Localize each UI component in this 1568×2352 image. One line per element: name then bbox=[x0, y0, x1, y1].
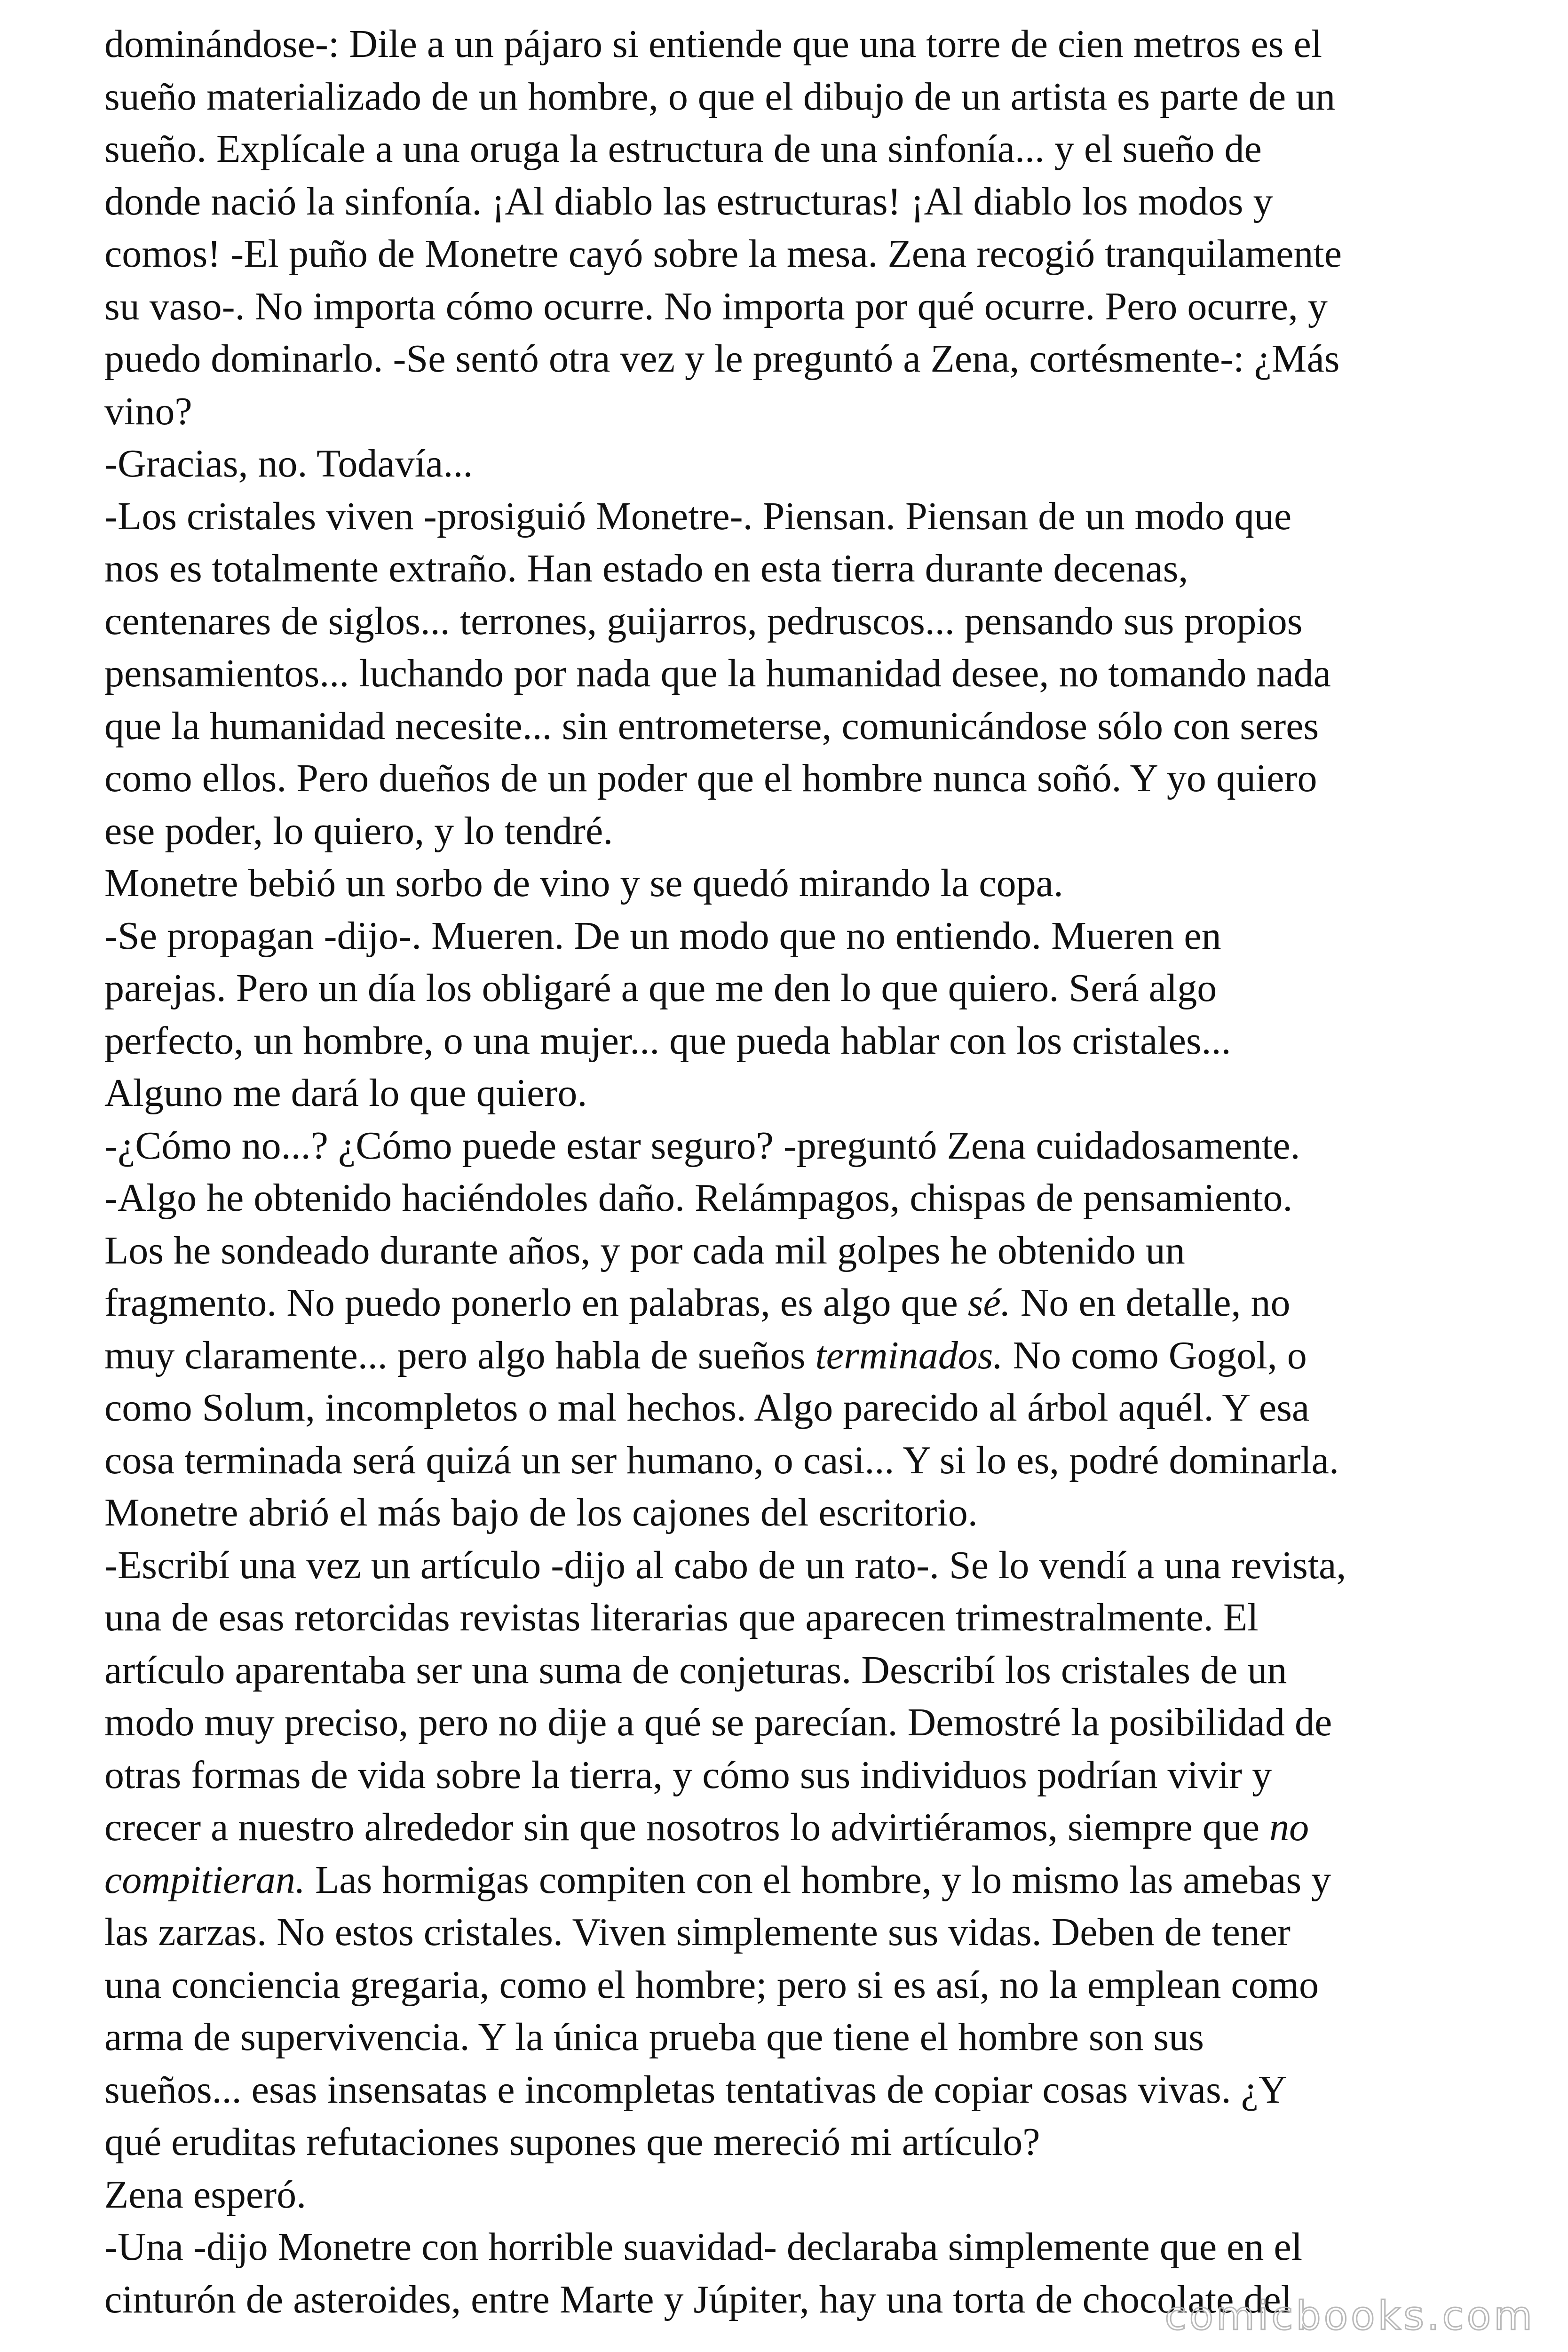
text-line: -Se propagan -dijo-. Mueren. De un modo que no entiendo. Mueren en bbox=[104, 914, 1221, 958]
italic-text: terminados. bbox=[815, 1333, 1003, 1377]
text-line: cinturón de asteroides, entre Marte y Júpiter, hay una torta de chocolate del bbox=[104, 2277, 1292, 2321]
text-line: como Solum, incompletos o mal hechos. Algo parecido al árbol aquél. Y esa bbox=[104, 1386, 1310, 1430]
text-run: muy claramente... pero algo habla de sueños bbox=[104, 1333, 816, 1377]
text-line bbox=[104, 1277, 1515, 1329]
text-run: No en detalle, no bbox=[1010, 1281, 1291, 1325]
text-line: dominándose-: Dile a un pájaro si entiende que una torre de cien metros es el bbox=[104, 22, 1323, 66]
text-line bbox=[104, 1329, 1515, 1382]
text-line: arma de supervivencia. Y la única prueba que tiene el hombre son sus bbox=[104, 2015, 1204, 2059]
text-line: -Algo he obtenido haciéndoles daño. Relámpagos, chispas de pensamiento. bbox=[104, 1176, 1293, 1220]
text-run: No como Gogol, o bbox=[1003, 1333, 1307, 1377]
text-line: modo muy preciso, pero no dije a qué se parecían. Demostré la posibilidad de bbox=[104, 1700, 1332, 1744]
text-line: Los he sondeado durante años, y por cada mil golpes he obtenido un bbox=[104, 1228, 1185, 1272]
text-line: nos es totalmente extraño. Han estado en esta tierra durante decenas, bbox=[104, 547, 1188, 590]
text-line bbox=[104, 1854, 1515, 1907]
text-line: donde nació la sinfonía. ¡Al diablo las estructuras! ¡Al diablo los modos y bbox=[104, 179, 1273, 223]
text-line: Zena esperó. bbox=[104, 2172, 307, 2217]
text-line: perfecto, un hombre, o una mujer... que pueda hablar con los cristales... bbox=[104, 1018, 1231, 1063]
italic-text: compitieran. bbox=[104, 1858, 305, 1902]
text-line: -Escribí una vez un artículo -dijo al cabo de un rato-. Se lo vendí a una revista, bbox=[104, 1543, 1346, 1587]
text-line: vino? bbox=[104, 389, 192, 433]
text-line: otras formas de vida sobre la tierra, y cómo sus individuos podrían vivir y bbox=[104, 1753, 1272, 1797]
text-line: artículo aparentaba ser una suma de conjeturas. Describí los cristales de un bbox=[104, 1648, 1287, 1692]
text-line: -Una -dijo Monetre con horrible suavidad- declaraba simplemente que en el bbox=[104, 2225, 1303, 2269]
watermark: comicbooks.com bbox=[1164, 2293, 1535, 2339]
text-line: sueños... esas insensatas e incompletas tentativas de copiar cosas vivas. ¿Y bbox=[104, 2067, 1287, 2112]
text-line: sueño materializado de un hombre, o que el dibujo de un artista es parte de un bbox=[104, 74, 1336, 119]
text-line: puedo dominarlo. -Se sentó otra vez y le preguntó a Zena, cortésmente-: ¿Más bbox=[104, 337, 1340, 381]
text-run: fragmento. No puedo ponerlo en palabras, es algo que bbox=[104, 1281, 968, 1325]
text-line: pensamientos... luchando por nada que la humanidad desee, no tomando nada bbox=[104, 652, 1331, 695]
text-run: crecer a nuestro alrededor sin que nosotros lo advirtiéramos, siempre que bbox=[104, 1805, 1270, 1849]
text-line: cosa terminada será quizá un ser humano, o casi... Y si lo es, podré dominarla. bbox=[104, 1438, 1339, 1482]
text-line: Monetre abrió el más bajo de los cajones del escritorio. bbox=[104, 1491, 978, 1534]
text-line: Monetre bebió un sorbo de vino y se quedó mirando la copa. bbox=[104, 861, 1063, 905]
text-line: como ellos. Pero dueños de un poder que el hombre nunca soñó. Y yo quiero bbox=[104, 756, 1317, 800]
text-line bbox=[104, 1801, 1515, 1854]
text-line: una de esas retorcidas revistas literarias que aparecen trimestralmente. El bbox=[104, 1596, 1259, 1639]
text-line: sueño. Explícale a una oruga la estructura de una sinfonía... y el sueño de bbox=[104, 127, 1262, 171]
text-line: una conciencia gregaria, como el hombre; pero si es así, no la emplean como bbox=[104, 1963, 1319, 2007]
italic-text: sé. bbox=[967, 1281, 1011, 1325]
text-line: -Gracias, no. Todavía... bbox=[104, 442, 473, 485]
text-line: -Los cristales viven -prosiguió Monetre-. Piensan. Piensan de un modo que bbox=[104, 494, 1292, 538]
text-line: -¿Cómo no...? ¿Cómo puede estar seguro? -preguntó Zena cuidadosamente. bbox=[104, 1123, 1300, 1168]
text-line: parejas. Pero un día los obligaré a que me den lo que quiero. Será algo bbox=[104, 966, 1217, 1010]
italic-text: no bbox=[1269, 1805, 1309, 1849]
text-line: qué eruditas refutaciones supones que mereció mi artículo? bbox=[104, 2120, 1040, 2164]
text-line: comos! -El puño de Monetre cayó sobre la mesa. Zena recogió tranquilamente bbox=[104, 232, 1342, 276]
text-line: centenares de siglos... terrones, guijarros, pedruscos... pensando sus propios bbox=[104, 599, 1303, 643]
body-text bbox=[104, 18, 1515, 2326]
text-line: las zarzas. No estos cristales. Viven simplemente sus vidas. Deben de tener bbox=[104, 1910, 1291, 1954]
text-run: Las hormigas compiten con el hombre, y lo mismo las amebas y bbox=[305, 1858, 1331, 1902]
text-line: que la humanidad necesite... sin entrometerse, comunicándose sólo con seres bbox=[104, 704, 1319, 748]
text-line: ese poder, lo quiero, y lo tendré. bbox=[104, 809, 613, 853]
text-line: su vaso-. No importa cómo ocurre. No importa por qué ocurre. Pero ocurre, y bbox=[104, 284, 1328, 328]
text-line: Alguno me dará lo que quiero. bbox=[104, 1071, 587, 1115]
